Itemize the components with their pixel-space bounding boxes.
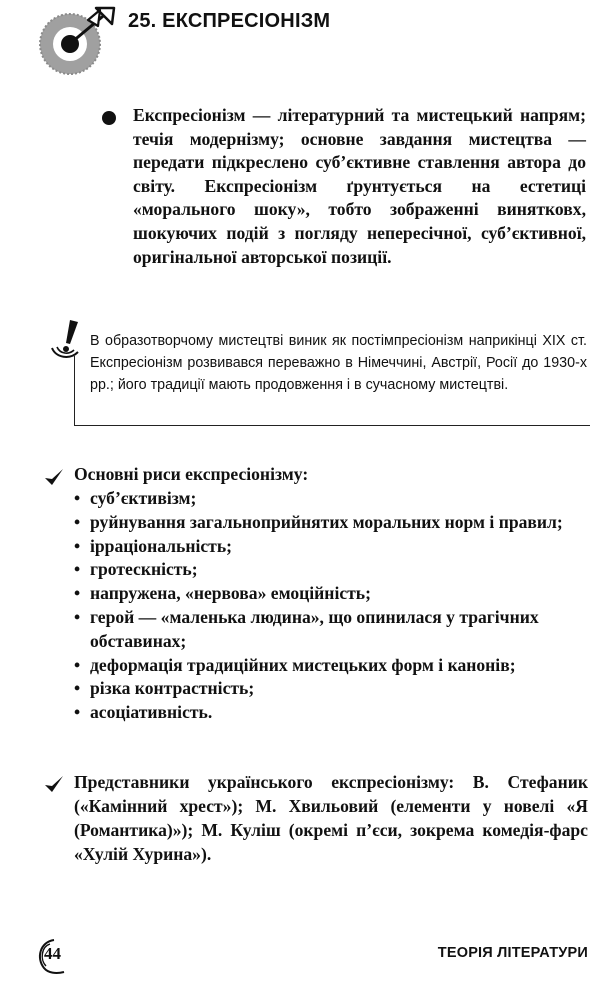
features-list-item-text: ірраціональність; (90, 535, 232, 556)
features-list-item (74, 535, 589, 559)
bullet-dot: • (74, 488, 81, 508)
features-list-item-text: гротескність; (90, 559, 198, 580)
features-list (74, 487, 589, 725)
features-list-item-text: суб’єктивізм; (90, 488, 197, 508)
features-list-item (74, 582, 589, 606)
features-list-item-text: напружена, «нервова» емоційність; (90, 583, 371, 604)
definition-paragraph (133, 104, 586, 269)
features-list-item-text: асоціативність. (90, 702, 213, 723)
features-list-item (74, 677, 589, 701)
checkmark-icon (44, 775, 64, 793)
features-list-item-text: руйнування загальноприйнятих моральних норм і правил; (90, 511, 563, 532)
definition-term: Експресіонізм (133, 105, 246, 125)
page-number: 44 (44, 944, 61, 963)
bullet-dot: • (74, 535, 81, 556)
features-list-item (74, 487, 589, 511)
section-title: 25. ЕКСПРЕСІОНІЗМ (128, 10, 331, 32)
bullet-dot: • (74, 559, 81, 580)
features-list-item-text: герой — «маленька людина», що опинилася у трагічних обставинах; (90, 606, 539, 651)
features-list-item-text: деформація традиційних мистецьких форм і канонів; (90, 654, 516, 675)
bullet-dot: • (74, 583, 81, 604)
features-list-item (74, 606, 589, 654)
note-left-rule (74, 356, 75, 426)
features-list-item (74, 511, 589, 535)
representatives-paragraph: Представники українського експресіонізму: В. Стефаник («Камінний хрест»); М. Хвильовий (елементи у новелі «Я (Романтика)»); М. Куліш (окремі п’єси, зокрема комедія-фарс «Хулій Хурина»). (74, 772, 588, 864)
definition-bullet-icon (102, 111, 116, 125)
note-text: В образотворчому мистецтві виник як постімпресіонізм наприкінці XIX ст. Експресіонізм розвивався переважно в Німеччині, Австрії, Росії до 1930-х рр.; його традиції мають продовження і в сучасному мистецтві. (90, 333, 587, 393)
features-heading: Основні риси експресіонізму: (74, 464, 309, 484)
features-list-item (74, 558, 589, 582)
note-bottom-rule (74, 425, 590, 426)
checkmark-icon (44, 468, 64, 486)
features-list-item (74, 654, 589, 678)
definition-body: — літературний та мистецький напрям; течія модернізму; основне завдання мистецтва — передати підкреслено суб’єктивне ставлення автора до світу. Експресіонізм ґрунтується на естетиці «морального шоку», тобто зображенні винятковх, шокуючих подій з погляду непересічної, суб’єктивної, оригінальної авторської позиції. (133, 105, 586, 267)
target-with-arrow-icon (38, 4, 124, 86)
exclamation-note-icon (48, 318, 88, 360)
features-list-item-text: різка контрастність; (90, 678, 255, 699)
bullet-dot: • (74, 511, 81, 532)
bullet-dot: • (74, 702, 81, 723)
bullet-dot: • (74, 654, 81, 675)
features-list-item (74, 701, 589, 725)
bullet-dot: • (74, 678, 81, 699)
bullet-dot: • (74, 606, 81, 627)
footer-book-section-title: ТЕОРІЯ ЛІТЕРАТУРИ (437, 945, 588, 961)
